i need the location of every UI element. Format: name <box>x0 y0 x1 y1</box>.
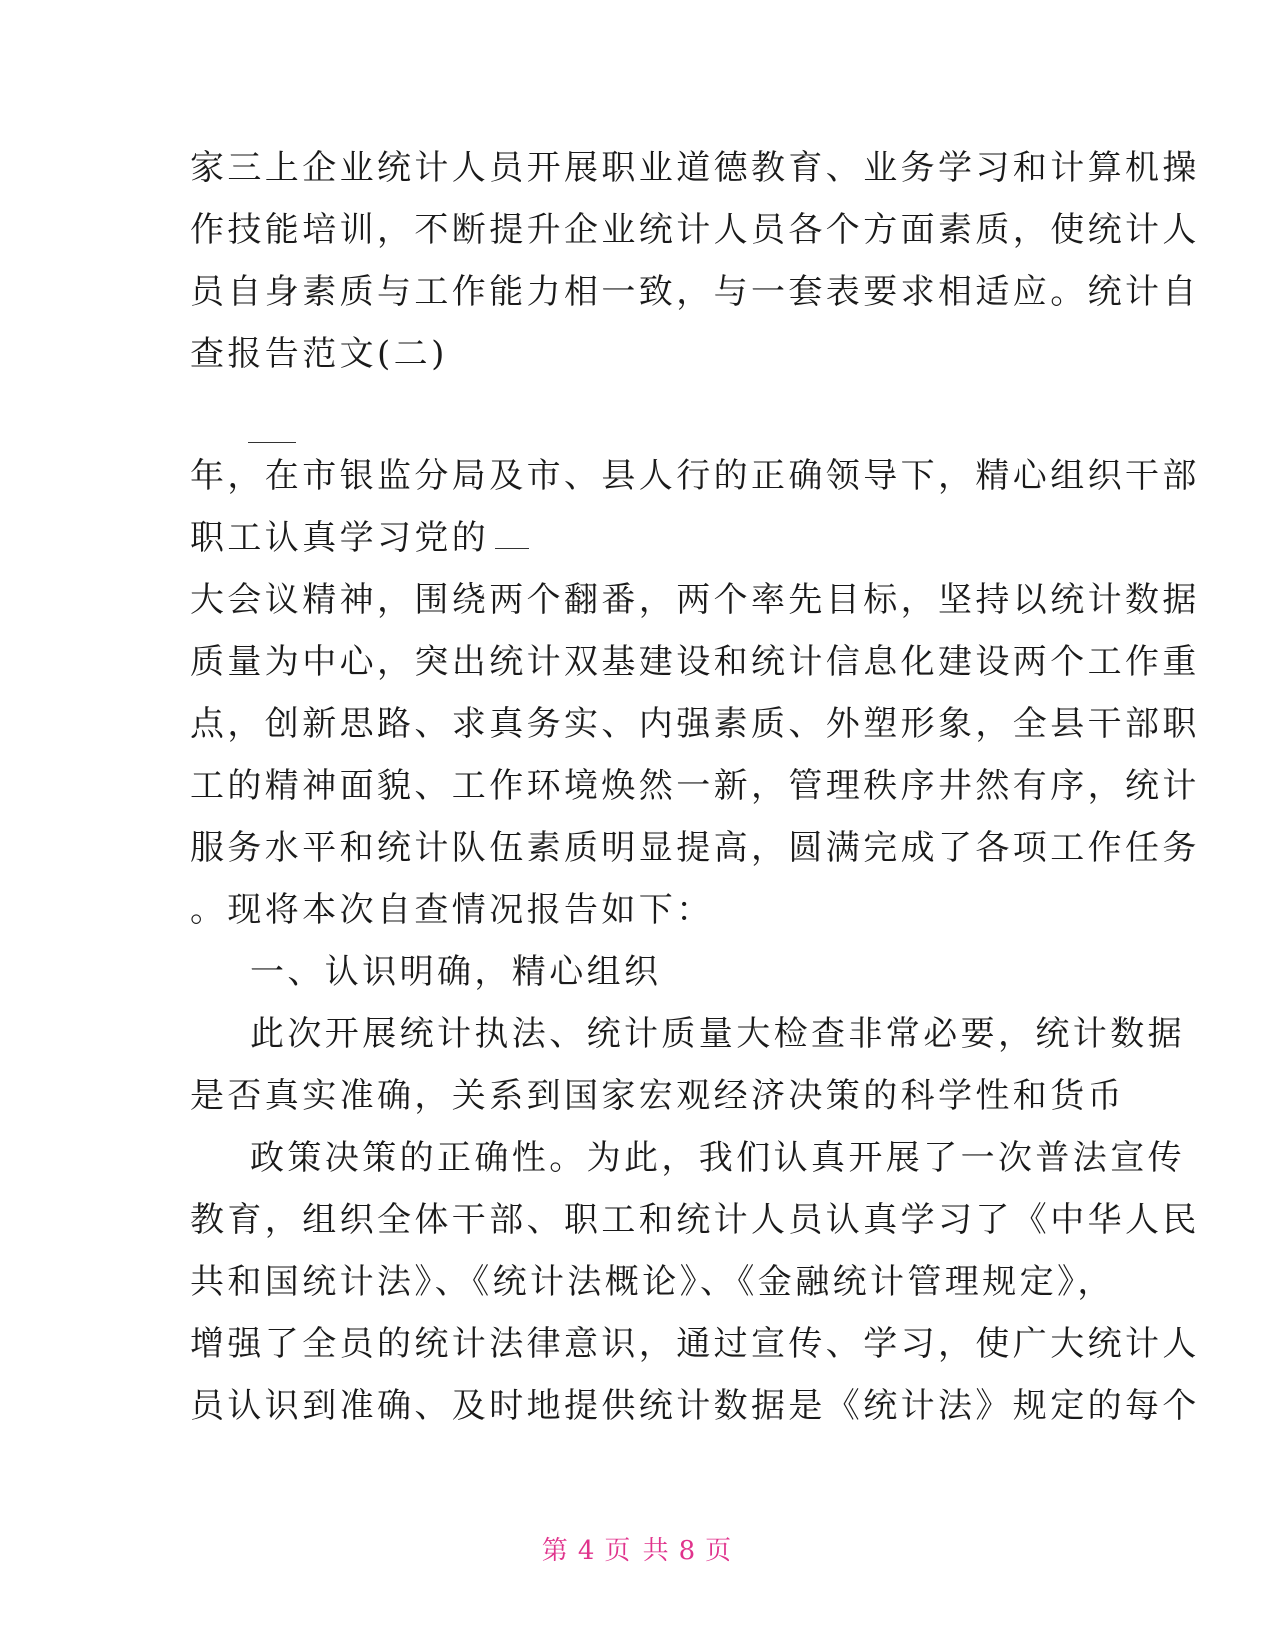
blank-rule <box>248 442 296 443</box>
section-heading: 一、认识明确，精心组织 <box>250 952 662 992</box>
paragraph-line-text: 职工认真学习党的 <box>190 518 490 558</box>
footer-middle: 页 共 <box>604 1536 671 1566</box>
paragraph-line: 教育，组织全体干部、职工和统计人员认真学习了《中华人民 <box>190 1200 1200 1240</box>
paragraph-line: 。现将本次自查情况报告如下： <box>190 890 714 930</box>
paragraph-line: 点，创新思路、求真务实、内强素质、外塑形象，全县干部职 <box>190 704 1200 744</box>
page-footer <box>0 1536 1275 1566</box>
paragraph-line: 政策决策的正确性。为此，我们认真开展了一次普法宣传 <box>250 1138 1185 1178</box>
paragraph-line: 作技能培训，不断提升企业统计人员各个方面素质，使统计人 <box>190 210 1200 250</box>
paragraph-line: 员认识到准确、及时地提供统计数据是《统计法》规定的每个 <box>190 1386 1200 1426</box>
footer-prefix: 第 <box>541 1536 570 1566</box>
footer-total-pages: 8 <box>678 1536 698 1566</box>
paragraph-line: 大会议精神，围绕两个翻番，两个率先目标，坚持以统计数据 <box>190 580 1200 620</box>
paragraph-line <box>190 518 529 558</box>
paragraph-line: 此次开展统计执法、统计质量大检查非常必要，统计数据 <box>250 1014 1185 1054</box>
paragraph-line: 共和国统计法》、《统计法概论》、《金融统计管理规定》， <box>190 1262 1115 1302</box>
paragraph-line: 质量为中心，突出统计双基建设和统计信息化建设两个工作重 <box>190 642 1200 682</box>
paragraph-line: 年，在市银监分局及市、县人行的正确领导下，精心组织干部 <box>190 456 1200 496</box>
footer-suffix: 页 <box>705 1536 734 1566</box>
paragraph-line: 服务水平和统计队伍素质明显提高，圆满完成了各项工作任务 <box>190 828 1200 868</box>
paragraph-line: 是否真实准确，关系到国家宏观经济决策的科学性和货币 <box>190 1076 1125 1116</box>
paragraph-line: 员自身素质与工作能力相一致，与一套表要求相适应。统计自 <box>190 272 1200 312</box>
blank-rule <box>495 548 529 549</box>
paragraph-line: 增强了全员的统计法律意识，通过宣传、学习，使广大统计人 <box>190 1324 1200 1364</box>
paragraph-line: 家三上企业统计人员开展职业道德教育、业务学习和计算机操 <box>190 148 1200 188</box>
footer-page-number: 4 <box>577 1536 597 1566</box>
paragraph-line: 工的精神面貌、工作环境焕然一新，管理秩序井然有序，统计 <box>190 766 1200 806</box>
paragraph-line: 查报告范文(二) <box>190 334 448 374</box>
